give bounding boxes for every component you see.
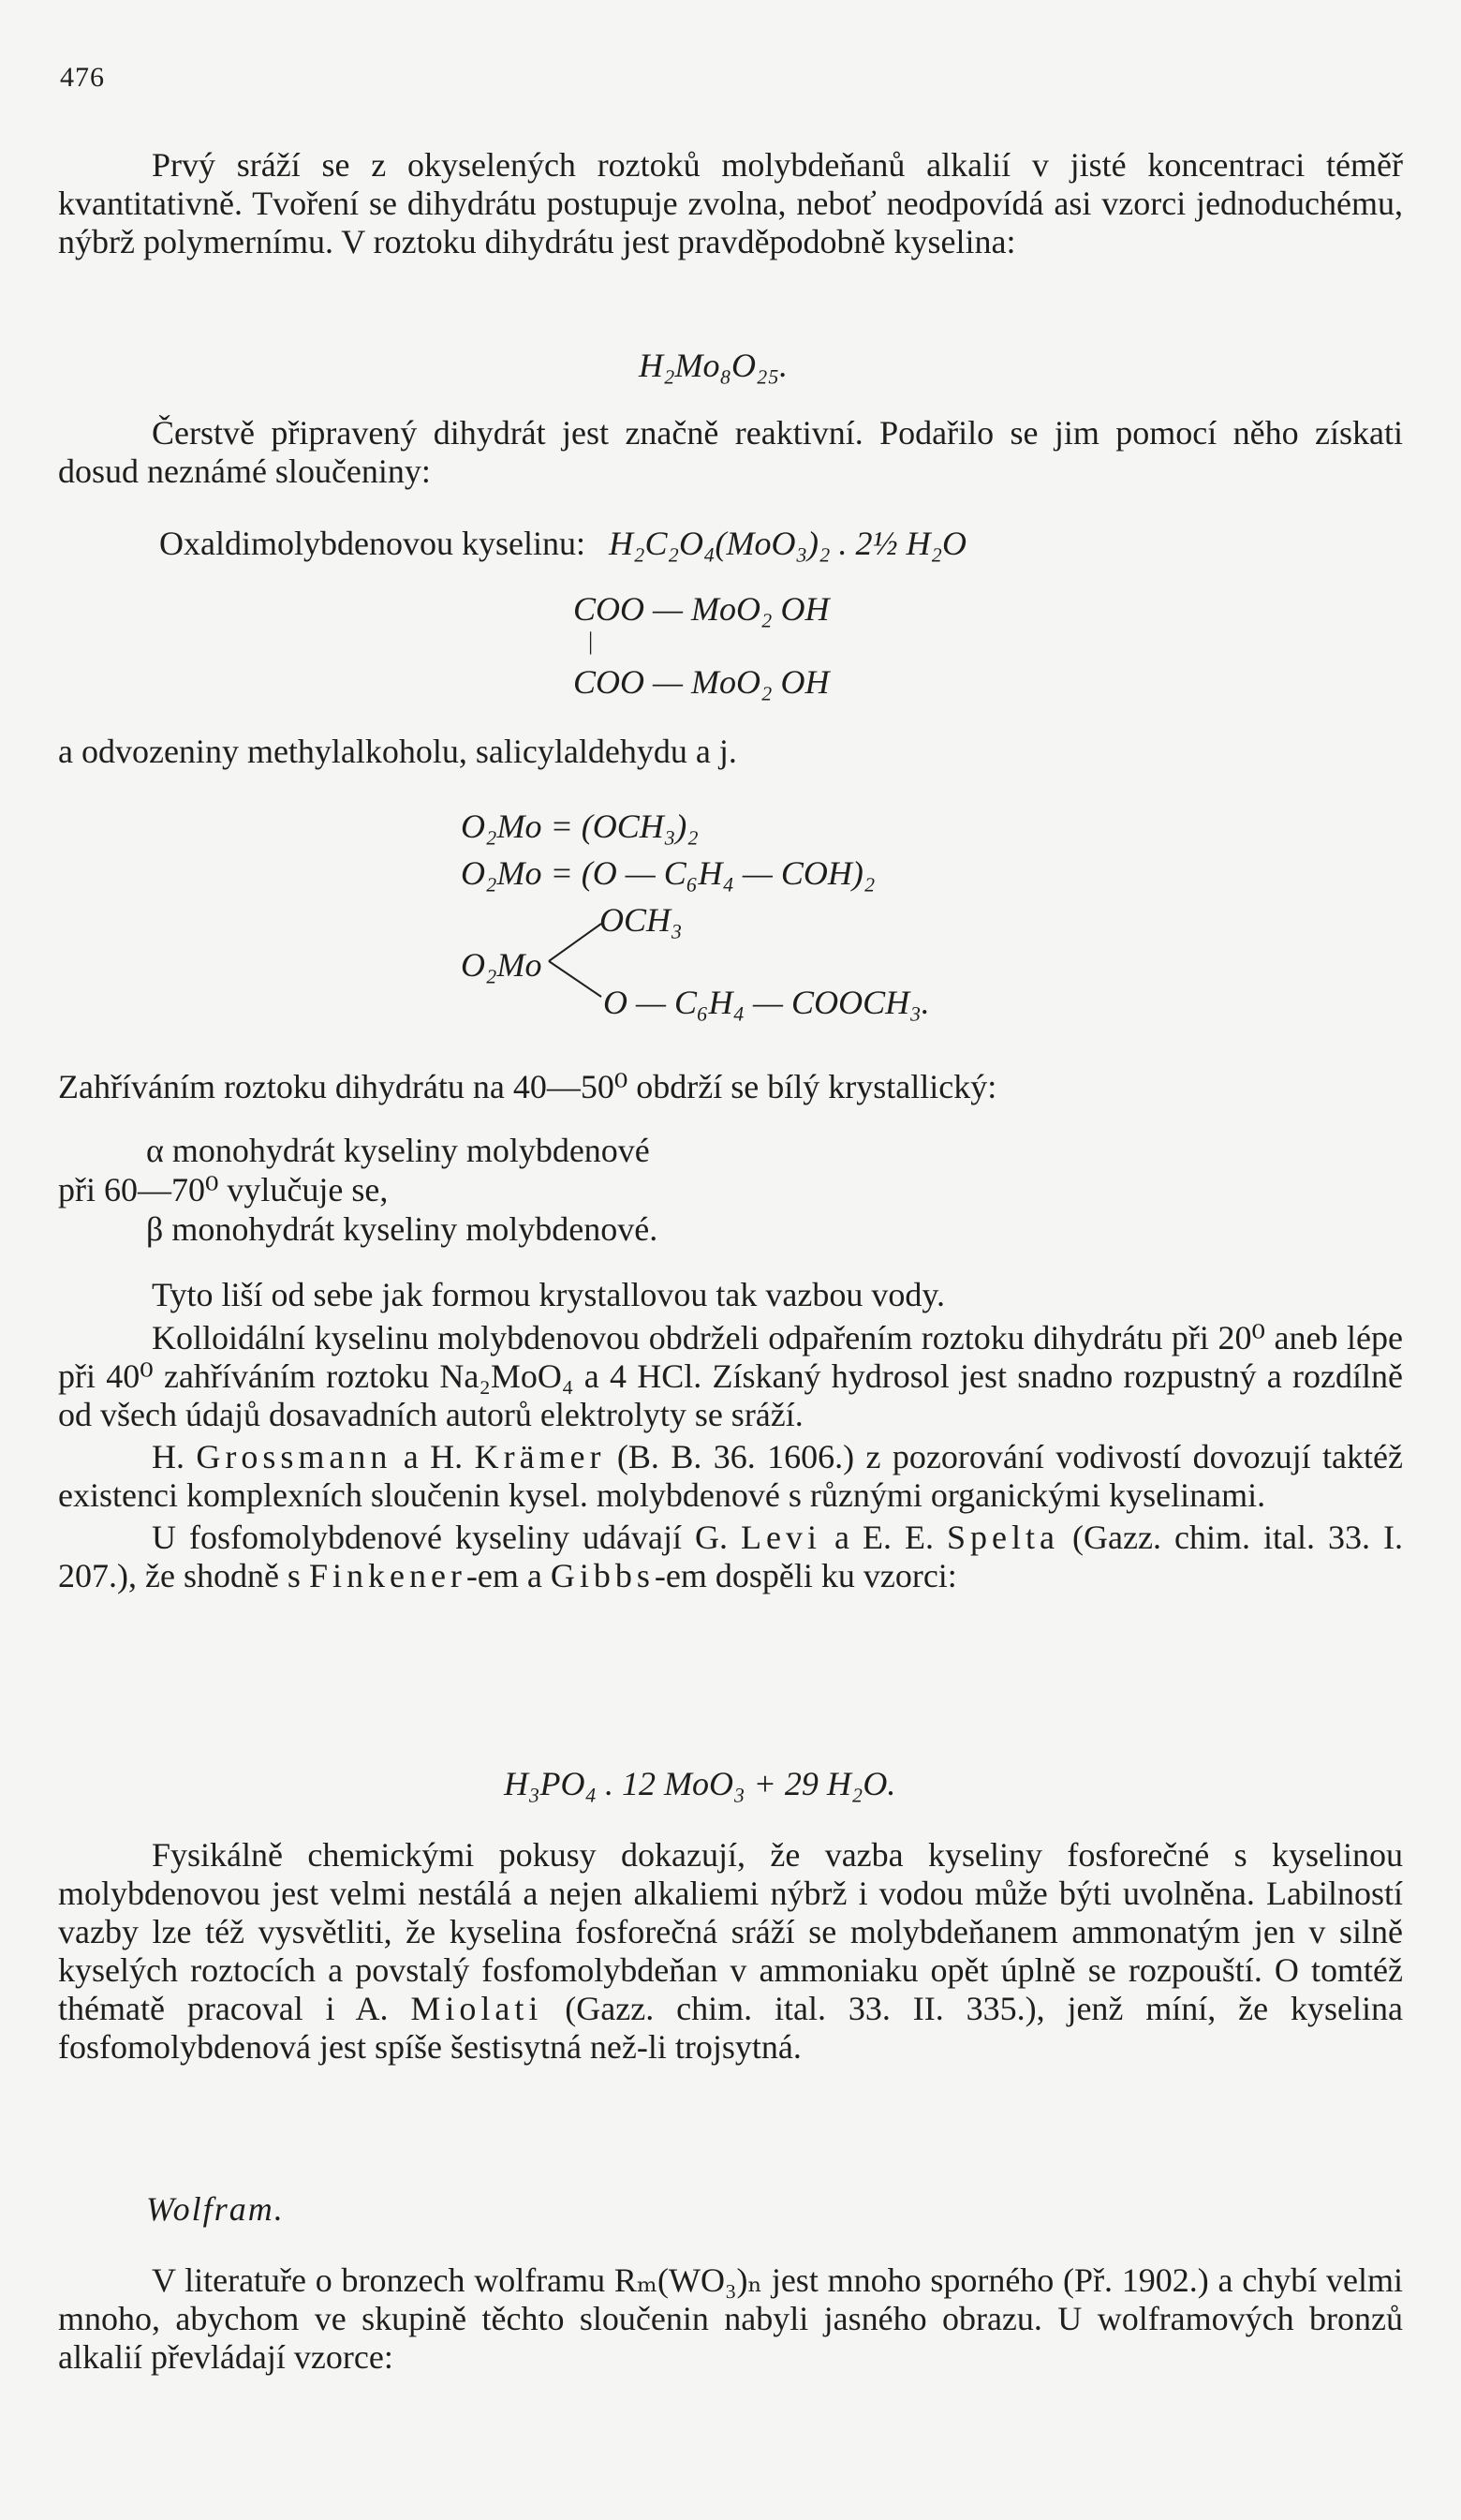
author-gibbs: Gibbs xyxy=(550,1557,655,1594)
text-block-top xyxy=(58,146,1403,261)
formula-phosphomolybdic: H₃PO₄ . 12 MoO₃ + 29 H₂O. xyxy=(504,1765,896,1802)
p8-text-b: a E. E. xyxy=(820,1519,948,1556)
formula-h2mo8o25: H₂Mo₈O₂₅. xyxy=(639,347,789,384)
p9-text-a: Fysikálně chemickými pokusy dokazují, že vazba kyseliny fosforečné s kyselinou molybdenovou jest velmi nestálá a nejen alkaliemi nýbrž i vodou může býti uvolněna. Labilností vazby lze též vysvětliti, že kyselina fosforečná sráží se molybdeňanem ammonatým jen v silně kyselých roztocích a povstalý fosfomolybdeňan v ammoniaku opět úplně se rozpouští. O tomtéž thématě pracoval i A. xyxy=(58,1836,1403,2027)
structure-1-bond: | xyxy=(588,628,594,655)
author-levi: Levi xyxy=(741,1519,821,1556)
p8-text-e: -em dospěli ku vzorci: xyxy=(654,1557,957,1594)
p7-text-a: H. xyxy=(152,1438,197,1475)
list-temperature: při 60—70⁰ vylučuje se, xyxy=(58,1171,389,1208)
structure-2-line-1: O₂Mo = (OCH₃)₂ xyxy=(461,808,699,845)
paragraph-phosphomolybdic xyxy=(58,1519,1403,1595)
p8-text-a: U fosfomolybdenové kyseliny udávají G. xyxy=(152,1519,741,1556)
paragraph-grossmann-kramer xyxy=(58,1438,1403,1515)
author-miolati: Miolati xyxy=(410,1990,543,2027)
structure-2-branch-bonds xyxy=(543,916,609,1001)
list-beta-monohydrate: β monohydrát kyseliny molybdenové. xyxy=(146,1210,658,1248)
author-finkener: Finkener xyxy=(308,1557,466,1594)
section-heading-wolfram: Wolfram. xyxy=(146,2190,285,2228)
paragraph-phys-chem xyxy=(58,1836,1403,2067)
paragraph-derivatives: a odvozeniny methylalkoholu, salicylaldehydu a j. xyxy=(58,733,737,770)
p9-text-b: (Gazz. chim. ital. 33. II. 335.), jenž míní, že kyselina fosfomolybdenová jest spíše šestisytná než-li trojsytná. xyxy=(58,1990,1403,2066)
author-spelta: Spelta xyxy=(947,1519,1060,1556)
paragraph-difference: Tyto liší od sebe jak formou krystallovou tak vazbou vody. xyxy=(152,1276,946,1313)
paragraph-dihydrate-precipitation: Prvý sráží se z okyselených roztoků molybdeňanů alkalií v jisté koncentraci téměř kvantitativně. Tvoření se dihydrátu postupuje zvolna, neboť neodpovídá asi vzorci jednoduchému, nýbrž polymernímu. V roztoku dihydrátu jest pravděpodobně kyselina: xyxy=(58,146,1403,260)
text-block-phys-chem xyxy=(58,1836,1403,2067)
structure-1-top: COO — MoO₂ OH xyxy=(573,590,830,628)
text-block-colloidal xyxy=(58,1319,1403,1595)
oxaldimolybdic-formula: H₂C₂O₄(MoO₃)₂ . 2½ H₂O xyxy=(608,525,967,562)
paragraph-reactive-dihydrate: Čerstvě připravený dihydrát jest značně reaktivní. Podařilo se jim pomocí něho získati dosud neznámé sloučeniny: xyxy=(58,414,1403,490)
structure-2-bottom: O — C₆H₄ — COOCH₃. xyxy=(603,984,930,1021)
oxaldimolybdic-line xyxy=(159,525,967,563)
p7-text-b: a H. xyxy=(391,1438,475,1475)
paragraph-tungsten-bronzes: V literatuře o bronzech wolframu Rₘ(WO₃)ₙ jest mnoho sporného (Př. 1902.) a chybí velmi mnoho, abychom ve skupině těchto sloučenin nabyli jasného obrazu. U wolframových bronzů alkalií převládají vzorce: xyxy=(58,2261,1403,2376)
author-kramer: Krämer xyxy=(474,1438,606,1475)
p8-text-c: (Gazz. chim. ital. 33. I. 207.), že shodně s xyxy=(58,1519,1403,1594)
structure-1-bottom: COO — MoO₂ OH xyxy=(573,663,830,701)
p7-text-c: (B. B. 36. 1606.) z pozorování vodivostí dovozují taktéž existenci komplexních sloučenin kysel. molybdenové s různými organickými kyselinami. xyxy=(58,1438,1403,1514)
p8-text-d: -em a xyxy=(465,1557,551,1594)
text-block-reactive xyxy=(58,414,1403,491)
oxaldimolybdic-label: Oxaldimolybdenovou kyselinu: xyxy=(159,525,585,562)
text-block-wolfram xyxy=(58,2261,1403,2377)
list-alpha-monohydrate: α monohydrát kyseliny molybdenové xyxy=(146,1132,650,1169)
page-number: 476 xyxy=(60,62,105,93)
author-grossmann: Grossmann xyxy=(196,1438,392,1475)
structure-2-line-2: O₂Mo = (O — C₆H₄ — COH)₂ xyxy=(461,854,876,892)
paragraph-colloidal-acid: Kolloidální kyselinu molybdenovou obdrželi odpařením roztoku dihydrátu při 20⁰ aneb lépe při 40⁰ zahříváním roztoku Na₂MoO₄ a 4 HCl. Získaný hydrosol jest snadno rozpustný a rozdílně od všech údajů dosavadních autorů elektrolyty se sráží. xyxy=(58,1319,1403,1433)
structure-2-o2mo: O₂Mo xyxy=(461,946,542,984)
structure-2-och3: OCH₃ xyxy=(599,901,683,939)
paragraph-heating: Zahříváním roztoku dihydrátu na 40—50⁰ obdrží se bílý krystallický: xyxy=(58,1068,997,1105)
